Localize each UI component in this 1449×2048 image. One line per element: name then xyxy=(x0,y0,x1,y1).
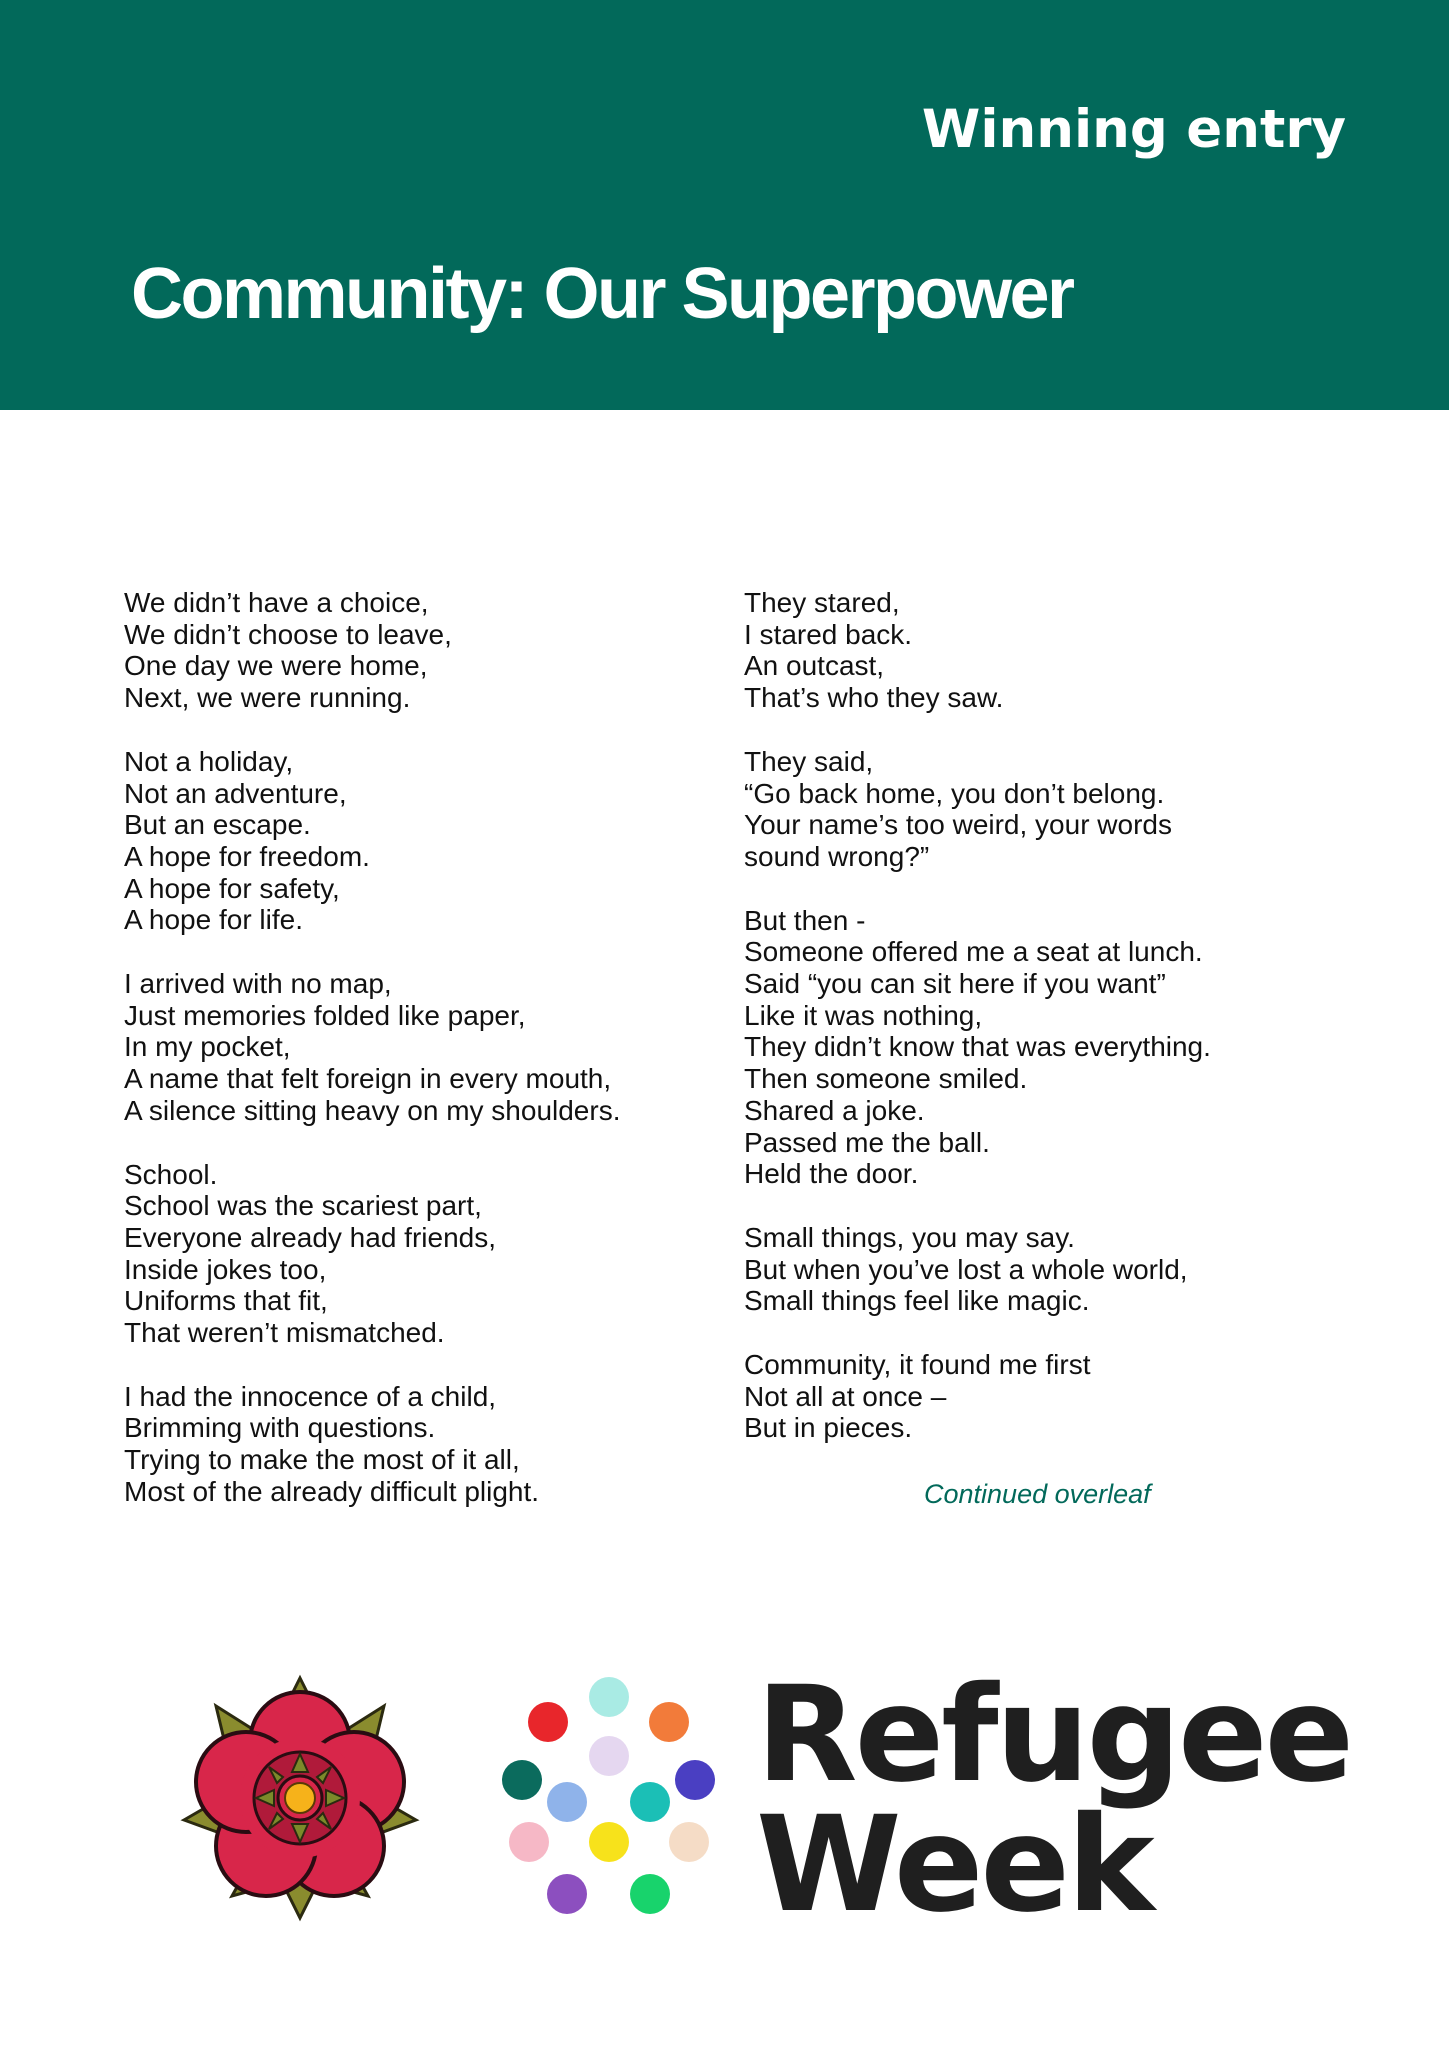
stanza xyxy=(124,1159,744,1349)
poem-line: “Go back home, you don’t belong. xyxy=(744,777,1165,809)
poem-line: Brimming with questions. xyxy=(124,1412,436,1444)
poem-line: Not a holiday, xyxy=(124,745,294,777)
poem-line: Trying to make the most of it all, xyxy=(124,1444,520,1476)
poem-line: A hope for safety, xyxy=(124,872,340,904)
poem-line: Small things, you may say. xyxy=(744,1221,1075,1253)
poem-line: A name that felt foreign in every mouth, xyxy=(124,1063,612,1095)
poem-line: Like it was nothing, xyxy=(744,999,983,1031)
poem-line: Not all at once – xyxy=(744,1380,947,1412)
refugee-week-wordmark-line2: Week xyxy=(756,1788,1152,1942)
stanza xyxy=(744,1222,1364,1317)
poem-line: An outcast, xyxy=(744,650,885,682)
poem-line: Community, it found me first xyxy=(744,1349,1091,1381)
poem-line: Just memories folded like paper, xyxy=(124,999,526,1031)
stanza xyxy=(124,587,744,714)
poem-line: Then someone smiled. xyxy=(744,1063,1028,1095)
poem-line: Everyone already had friends, xyxy=(124,1221,496,1253)
poem-line: But an escape. xyxy=(124,809,311,841)
poem-line: But then - xyxy=(744,904,866,936)
poem-line: But when you’ve lost a whole world, xyxy=(744,1253,1188,1285)
poem-line: But in pieces. xyxy=(744,1412,913,1444)
poem-right-column xyxy=(744,587,1364,1476)
lancashire-rose-icon xyxy=(172,1670,428,1926)
poem-line: We didn’t have a choice, xyxy=(124,587,429,618)
poem-line: They stared, xyxy=(744,587,900,618)
poem-line: I had the innocence of a child, xyxy=(124,1380,497,1412)
poem-line: In my pocket, xyxy=(124,1031,291,1063)
poem-line: A hope for life. xyxy=(124,904,304,936)
poem-line: Shared a joke. xyxy=(744,1094,925,1126)
poem-line: Most of the already difficult plight. xyxy=(124,1475,540,1507)
poem-line: Said “you can sit here if you want” xyxy=(744,968,1166,1000)
poem-line: Someone offered me a seat at lunch. xyxy=(744,936,1203,968)
poem-line: Small things feel like magic. xyxy=(744,1285,1090,1317)
continued-overleaf-note: Continued overleaf xyxy=(924,1479,1151,1509)
poem-line: A silence sitting heavy on my shoulders. xyxy=(124,1094,621,1126)
stanza xyxy=(744,905,1364,1190)
poem-line: Next, we were running. xyxy=(124,682,411,714)
poem-line: I arrived with no map, xyxy=(124,968,392,1000)
stanza xyxy=(744,746,1364,873)
poem-line: They didn’t know that was everything. xyxy=(744,1031,1211,1063)
header-banner xyxy=(0,0,1449,410)
poem-line: sound wrong?” xyxy=(744,840,930,872)
poem-title: Community: Our Superpower xyxy=(131,254,1073,334)
poem-line: We didn’t choose to leave, xyxy=(124,618,452,650)
stanza xyxy=(744,587,1364,714)
poem-line: They said, xyxy=(744,745,874,777)
winning-entry-label: Winning entry xyxy=(921,99,1346,160)
stanza xyxy=(124,1381,744,1508)
stanza xyxy=(124,968,744,1127)
poem-line: Your name’s too weird, your words xyxy=(744,809,1172,841)
poem-line: One day we were home, xyxy=(124,650,428,682)
poem-line: Inside jokes too, xyxy=(124,1253,327,1285)
poem-line: Uniforms that fit, xyxy=(124,1285,328,1317)
poem-line: A hope for freedom. xyxy=(124,840,370,872)
poem-line: Passed me the ball. xyxy=(744,1126,990,1158)
stanza xyxy=(744,1349,1364,1444)
poem-line: That’s who they saw. xyxy=(744,682,1004,714)
poem-line: School. xyxy=(124,1158,218,1190)
poem-line: I stared back. xyxy=(744,618,913,650)
refugee-week-wordmark-line1: Refugee xyxy=(756,1658,1352,1812)
poem-line: School was the scariest part, xyxy=(124,1190,482,1222)
poem-line: Not an adventure, xyxy=(124,777,347,809)
poem-line: That weren’t mismatched. xyxy=(124,1317,445,1349)
stanza xyxy=(124,746,744,936)
poem-left-column xyxy=(124,587,744,1540)
refugee-week-dots-icon xyxy=(492,1672,722,1932)
poem-line: Held the door. xyxy=(744,1158,919,1190)
